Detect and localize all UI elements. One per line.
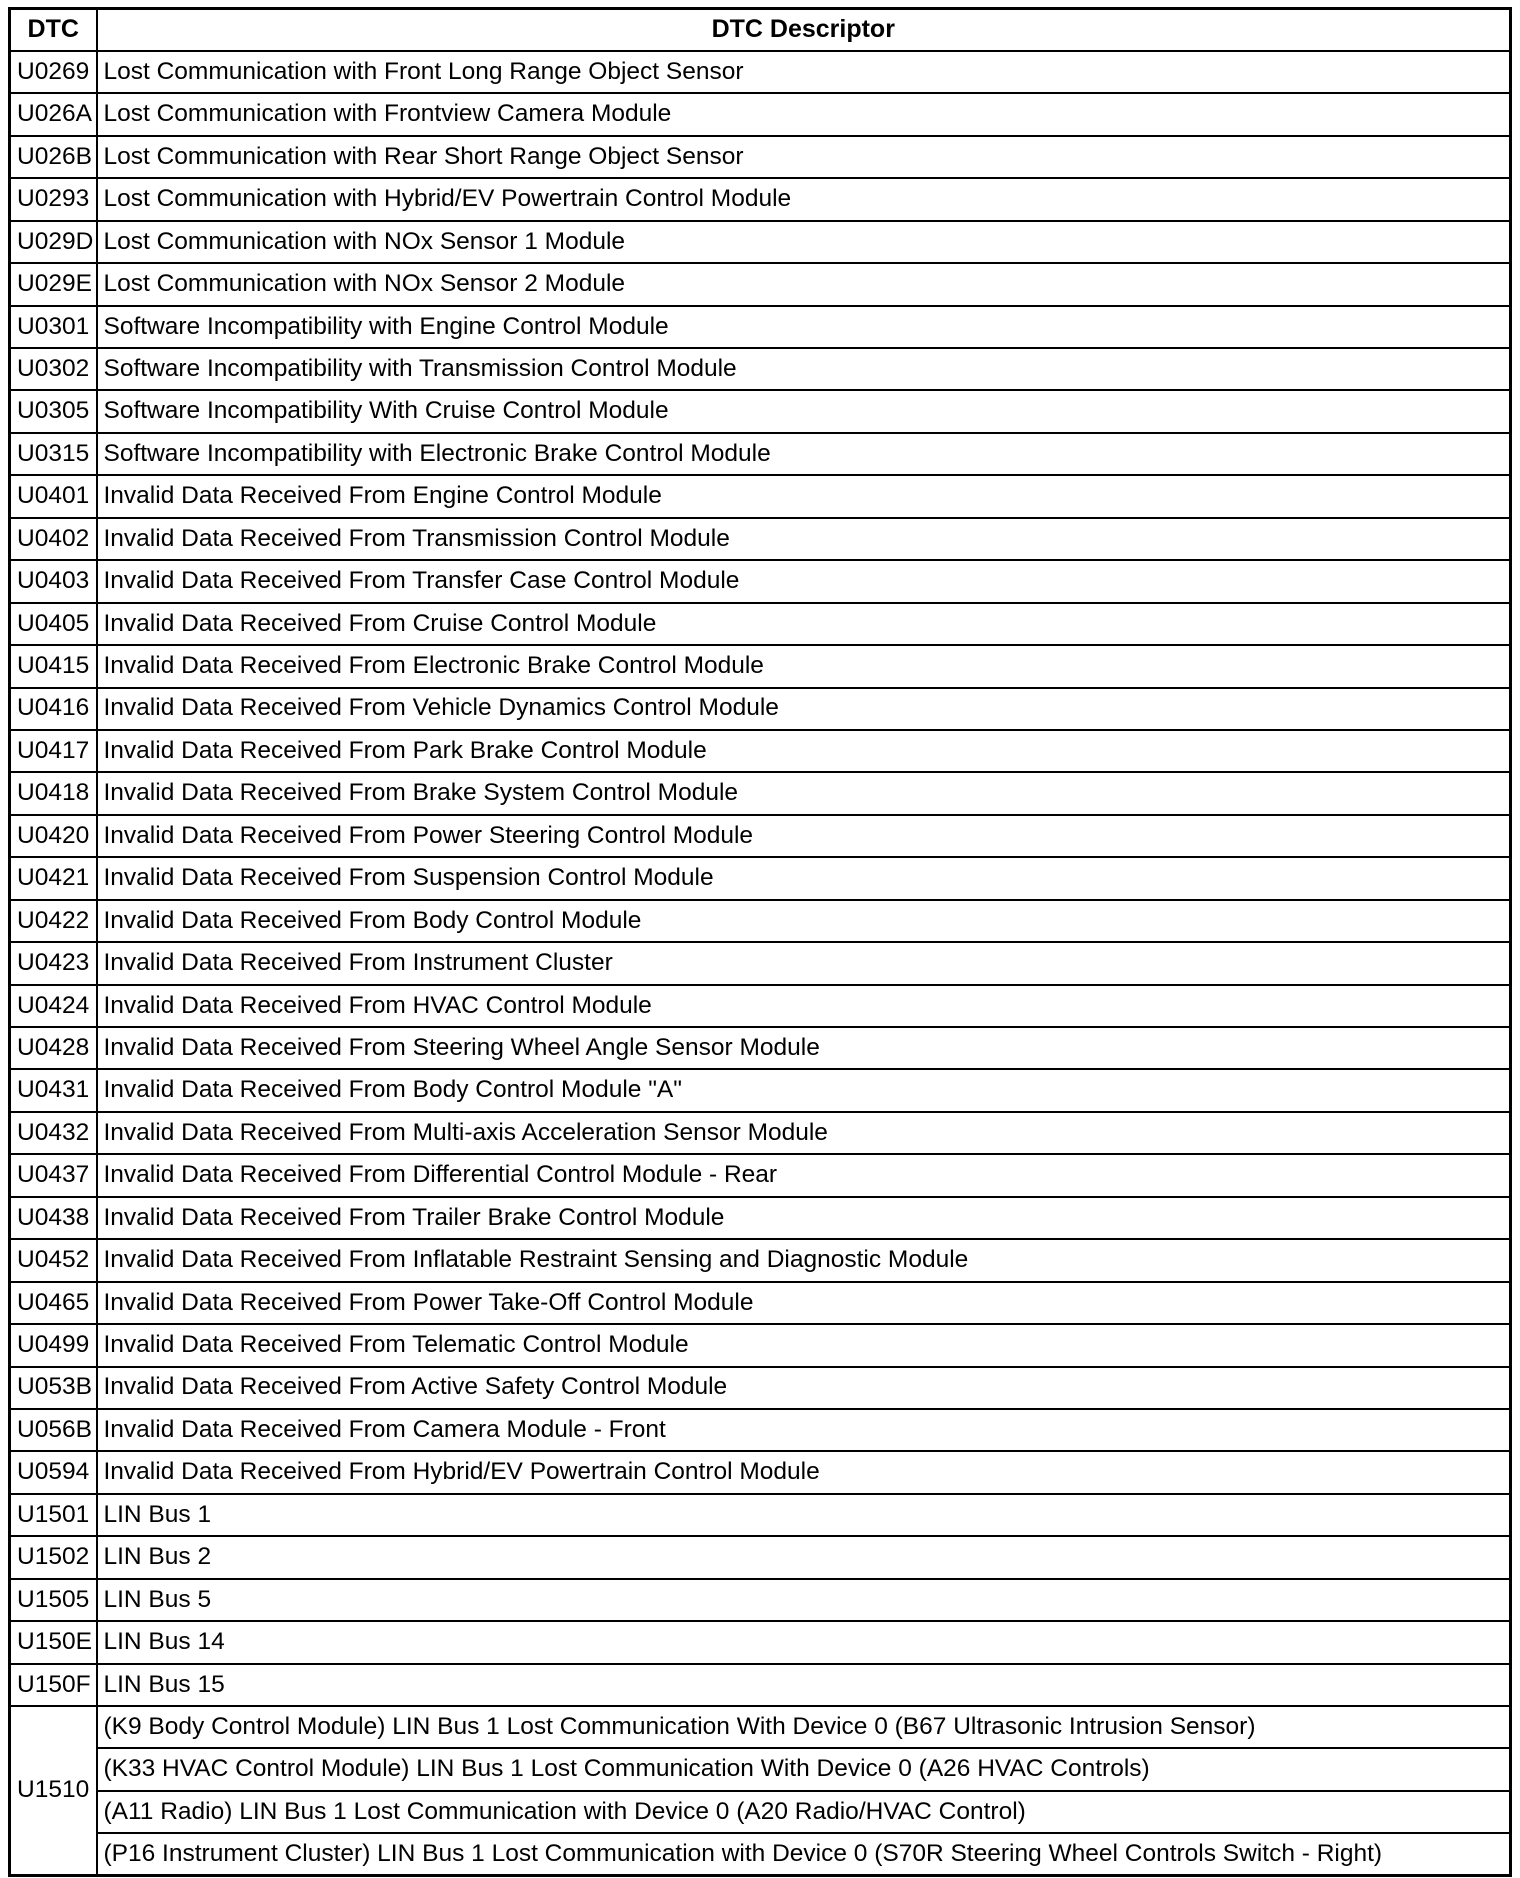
table-row	[10, 263, 1511, 305]
dtc-descriptor-cell: Invalid Data Received From Body Control Module "A"	[97, 1069, 1511, 1111]
dtc-descriptor-cell: Invalid Data Received From Hybrid/EV Powertrain Control Module	[97, 1451, 1511, 1493]
dtc-code-cell: U0405	[10, 603, 97, 645]
table-row	[10, 942, 1511, 984]
table-row	[10, 518, 1511, 560]
dtc-descriptor-cell: Invalid Data Received From Instrument Cluster	[97, 942, 1511, 984]
dtc-descriptor-cell: Invalid Data Received From Active Safety Control Module	[97, 1367, 1511, 1409]
table-row	[10, 1536, 1511, 1578]
dtc-code-cell: U0417	[10, 730, 97, 772]
dtc-descriptor-cell: Invalid Data Received From Trailer Brake Control Module	[97, 1197, 1511, 1239]
dtc-descriptor-cell: Software Incompatibility with Engine Control Module	[97, 306, 1511, 348]
dtc-code-cell: U1510	[10, 1706, 97, 1876]
dtc-descriptor-cell: Lost Communication with Front Long Range Object Sensor	[97, 51, 1511, 93]
table-row	[10, 1154, 1511, 1196]
dtc-code-cell: U0432	[10, 1112, 97, 1154]
dtc-descriptor-cell: Invalid Data Received From Brake System Control Module	[97, 772, 1511, 814]
dtc-code-cell: U026A	[10, 93, 97, 135]
dtc-descriptor-cell: Invalid Data Received From Steering Wheel Angle Sensor Module	[97, 1027, 1511, 1069]
dtc-descriptor-cell: Invalid Data Received From Telematic Control Module	[97, 1324, 1511, 1366]
dtc-code-cell: U0418	[10, 772, 97, 814]
dtc-descriptor-cell: LIN Bus 5	[97, 1579, 1511, 1621]
table-row	[10, 178, 1511, 220]
table-row	[10, 1239, 1511, 1281]
header-descriptor: DTC Descriptor	[97, 9, 1511, 51]
dtc-code-cell: U0422	[10, 900, 97, 942]
table-row	[10, 1112, 1511, 1154]
dtc-descriptor-cell: Invalid Data Received From Differential Control Module - Rear	[97, 1154, 1511, 1196]
dtc-code-cell: U056B	[10, 1409, 97, 1451]
dtc-code-cell: U1502	[10, 1536, 97, 1578]
header-row	[10, 9, 1511, 51]
table-row	[10, 857, 1511, 899]
table-row	[10, 1197, 1511, 1239]
table-row	[10, 1282, 1511, 1324]
dtc-code-cell: U0452	[10, 1239, 97, 1281]
dtc-descriptor-cell: Invalid Data Received From Engine Control Module	[97, 475, 1511, 517]
table-row	[10, 900, 1511, 942]
dtc-descriptor-cell: Lost Communication with NOx Sensor 2 Module	[97, 263, 1511, 305]
table-row	[10, 645, 1511, 687]
dtc-code-cell: U0437	[10, 1154, 97, 1196]
dtc-descriptor-cell: Invalid Data Received From Suspension Control Module	[97, 857, 1511, 899]
dtc-descriptor-cell: Software Incompatibility with Transmission Control Module	[97, 348, 1511, 390]
dtc-code-cell: U0465	[10, 1282, 97, 1324]
table-row	[10, 1324, 1511, 1366]
dtc-code-cell: U029D	[10, 221, 97, 263]
dtc-descriptor-cell: (P16 Instrument Cluster) LIN Bus 1 Lost Communication with Device 0 (S70R Steering Wheel Controls Switch - Right)	[97, 1833, 1511, 1875]
dtc-code-cell: U026B	[10, 136, 97, 178]
dtc-code-cell: U150F	[10, 1664, 97, 1706]
dtc-code-cell: U0428	[10, 1027, 97, 1069]
dtc-code-cell: U053B	[10, 1367, 97, 1409]
dtc-code-cell: U0415	[10, 645, 97, 687]
dtc-descriptor-cell: Invalid Data Received From Transfer Case Control Module	[97, 560, 1511, 602]
dtc-descriptor-cell: Invalid Data Received From Power Take-Off Control Module	[97, 1282, 1511, 1324]
dtc-descriptor-cell: Invalid Data Received From Inflatable Restraint Sensing and Diagnostic Module	[97, 1239, 1511, 1281]
dtc-descriptor-cell: (A11 Radio) LIN Bus 1 Lost Communication with Device 0 (A20 Radio/HVAC Control)	[97, 1791, 1511, 1833]
dtc-code-cell: U0403	[10, 560, 97, 602]
table-row	[10, 390, 1511, 432]
dtc-code-cell: U150E	[10, 1621, 97, 1663]
dtc-code-cell: U0594	[10, 1451, 97, 1493]
table-row	[10, 560, 1511, 602]
dtc-descriptor-cell: Lost Communication with Frontview Camera Module	[97, 93, 1511, 135]
table-row	[10, 1579, 1511, 1621]
table-row	[10, 306, 1511, 348]
dtc-descriptor-cell: LIN Bus 1	[97, 1494, 1511, 1536]
dtc-table	[8, 7, 1512, 1877]
dtc-code-cell: U0302	[10, 348, 97, 390]
dtc-descriptor-cell: Invalid Data Received From Electronic Brake Control Module	[97, 645, 1511, 687]
table-row	[10, 985, 1511, 1027]
table-row	[10, 730, 1511, 772]
table-row	[10, 1748, 1511, 1790]
dtc-code-cell: U0301	[10, 306, 97, 348]
dtc-code-cell: U0269	[10, 51, 97, 93]
dtc-code-cell: U1505	[10, 1579, 97, 1621]
dtc-code-cell: U0421	[10, 857, 97, 899]
dtc-descriptor-cell: Lost Communication with NOx Sensor 1 Module	[97, 221, 1511, 263]
table-row	[10, 1069, 1511, 1111]
table-row	[10, 433, 1511, 475]
table-row	[10, 1451, 1511, 1493]
dtc-descriptor-cell: Invalid Data Received From Body Control Module	[97, 900, 1511, 942]
dtc-descriptor-cell: Lost Communication with Hybrid/EV Powertrain Control Module	[97, 178, 1511, 220]
table-row	[10, 1621, 1511, 1663]
dtc-code-cell: U0416	[10, 688, 97, 730]
dtc-code-cell: U0293	[10, 178, 97, 220]
table-row	[10, 93, 1511, 135]
dtc-descriptor-cell: LIN Bus 2	[97, 1536, 1511, 1578]
dtc-code-cell: U0420	[10, 815, 97, 857]
dtc-code-cell: U0438	[10, 1197, 97, 1239]
dtc-code-cell: U1501	[10, 1494, 97, 1536]
dtc-descriptor-cell: Invalid Data Received From Cruise Control Module	[97, 603, 1511, 645]
dtc-code-cell: U0315	[10, 433, 97, 475]
dtc-descriptor-cell: Software Incompatibility With Cruise Control Module	[97, 390, 1511, 432]
dtc-code-cell: U0499	[10, 1324, 97, 1366]
dtc-descriptor-cell: Invalid Data Received From Transmission Control Module	[97, 518, 1511, 560]
dtc-code-cell: U0424	[10, 985, 97, 1027]
table-row	[10, 1706, 1511, 1748]
table-row	[10, 1791, 1511, 1833]
table-row	[10, 51, 1511, 93]
table-row	[10, 688, 1511, 730]
table-row	[10, 1664, 1511, 1706]
table-row	[10, 1833, 1511, 1875]
dtc-descriptor-cell: Invalid Data Received From Vehicle Dynamics Control Module	[97, 688, 1511, 730]
dtc-descriptor-cell: Lost Communication with Rear Short Range Object Sensor	[97, 136, 1511, 178]
table-row	[10, 603, 1511, 645]
header-dtc: DTC	[10, 9, 97, 51]
dtc-descriptor-cell: Invalid Data Received From Multi-axis Acceleration Sensor Module	[97, 1112, 1511, 1154]
table-row	[10, 475, 1511, 517]
dtc-descriptor-cell: (K9 Body Control Module) LIN Bus 1 Lost Communication With Device 0 (B67 Ultrasonic Intrusion Sensor)	[97, 1706, 1511, 1748]
dtc-descriptor-cell: Invalid Data Received From Power Steering Control Module	[97, 815, 1511, 857]
table-row	[10, 221, 1511, 263]
table-row	[10, 1409, 1511, 1451]
dtc-descriptor-cell: LIN Bus 15	[97, 1664, 1511, 1706]
table-row	[10, 815, 1511, 857]
dtc-descriptor-cell: (K33 HVAC Control Module) LIN Bus 1 Lost Communication With Device 0 (A26 HVAC Controls)	[97, 1748, 1511, 1790]
table-row	[10, 772, 1511, 814]
dtc-code-cell: U0431	[10, 1069, 97, 1111]
table-row	[10, 1027, 1511, 1069]
dtc-code-cell: U0401	[10, 475, 97, 517]
dtc-code-cell: U0305	[10, 390, 97, 432]
dtc-code-cell: U0423	[10, 942, 97, 984]
dtc-code-cell: U029E	[10, 263, 97, 305]
table-row	[10, 348, 1511, 390]
dtc-descriptor-cell: Software Incompatibility with Electronic Brake Control Module	[97, 433, 1511, 475]
dtc-descriptor-cell: Invalid Data Received From Park Brake Control Module	[97, 730, 1511, 772]
table-body	[10, 51, 1511, 1876]
table-row	[10, 136, 1511, 178]
dtc-code-cell: U0402	[10, 518, 97, 560]
table-row	[10, 1494, 1511, 1536]
table-row	[10, 1367, 1511, 1409]
dtc-descriptor-cell: Invalid Data Received From Camera Module - Front	[97, 1409, 1511, 1451]
dtc-descriptor-cell: LIN Bus 14	[97, 1621, 1511, 1663]
dtc-descriptor-cell: Invalid Data Received From HVAC Control Module	[97, 985, 1511, 1027]
